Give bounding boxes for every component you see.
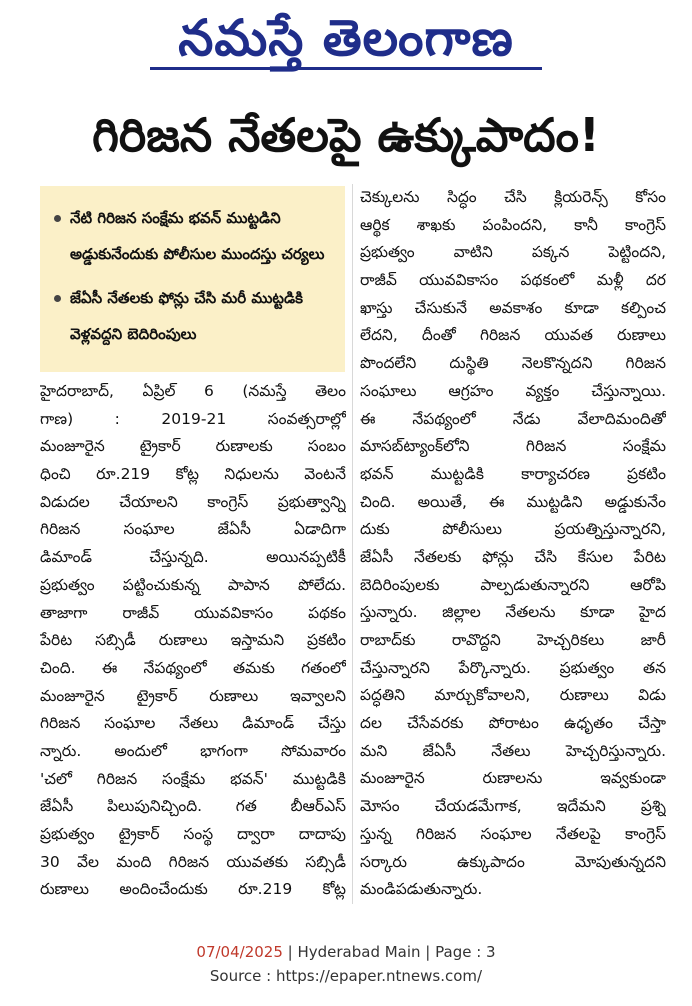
body-line: రుణాలు అందించేందుకు రూ.219 కోట్ల [40,880,346,899]
body-line: ప్రభుత్వం వాటిని పక్కన పెట్టిందని, [360,243,666,262]
highlight-item [54,200,335,272]
footer-source: Source : https://epaper.ntnews.com/ [209,967,483,985]
footer-date: 07/04/2025 [196,943,283,961]
body-line: లేదని, దీంతో గిరిజన యువత రుణాలు [360,326,666,345]
body-line: ఈ నేపథ్యంలో నేడు వేలాదిమందితో [360,409,666,428]
body-line: చింది. ఈ నేపథ్యంలో తమకు గతంలో [40,658,346,677]
body-line: విడుదల చేయాలని కాంగ్రెస్ ప్రభుత్వాన్ని [40,492,346,511]
body-line: బెదిరింపులకు పాల్పడుతున్నారని ఆరోపి [360,575,666,594]
body-line: రాబాద్‌కు రావొద్దని హెచ్చరికలు జారీ [360,631,666,649]
highlight-text: జేఏసీ నేతలకు ఫోన్లు చేసి మరీ ముట్టడికి వెళ్లవద్దని బెదిరింపులు [70,289,303,343]
article-headline: గిరిజన నేతలపై ఉక్కుపాదం! [92,108,600,162]
bullet-icon [54,295,61,302]
body-line: చింది. అయితే, ఈ ముట్టడిని అడ్డుకునేం [360,492,666,511]
body-line: గిరిజన సంఘాల జేఏసీ ఏడాదిగా [40,520,346,539]
body-line: 'చలో గిరిజన సంక్షేమ భవన్' ముట్టడికి [40,769,346,788]
body-line: ప్రభుత్వం ట్రైకార్ సంస్థ ద్వారా దాదాపు [40,825,346,843]
body-line: ప్రభుత్వం పట్టించుకున్న పాపాన పోలేదు. [40,575,346,594]
masthead-underline [150,67,542,70]
body-line: డిమాండ్ చేస్తున్నది. అయినప్పటికీ [40,548,346,567]
masthead-title: నమస్తే తెలంగాణ [178,8,514,67]
body-line: ధించి రూ.219 కోట్ల నిధులను వెంటనే [40,465,346,484]
body-line: హైదరాబాద్, ఏప్రిల్ 6 (నమస్తే తెలం [40,382,346,400]
body-line: మండిపడుతున్నారు. [360,880,483,899]
body-line: మోసం చేయడమేగాక, ఇదేమని ప్రశ్ని [360,797,666,816]
highlights-box [40,186,345,372]
body-line: దల చేసేవరకు పోరాటం ఉధృతం చేస్తా [360,714,666,733]
footer-edition-line [0,940,692,964]
body-line: మంజూరైన ట్రైకార్ రుణాలకు సంబం [40,437,346,456]
footer-edition: | Hyderabad Main | Page : 3 [282,943,496,961]
body-line: దుకు పోలీసులు ప్రయత్నిస్తున్నారని, [360,520,666,539]
body-line: జేఏసీ నేతలకు ఫోన్లు చేసి కేసుల పేరిట [360,547,666,566]
body-line: చేస్తున్నారని పేర్కొన్నారు. ప్రభుత్వం తన [360,658,666,677]
article-body-right-column [360,184,666,904]
body-line: సంఘాలు ఆగ్రహం వ్యక్తం చేస్తున్నాయి. [360,381,666,400]
body-line: భవన్ ముట్టడికి కార్యాచరణ ప్రకటిం [360,464,666,483]
body-line: మాసబ్‌ట్యాంక్‌లోని గిరిజన సంక్షేమ [360,437,666,456]
page-footer [0,940,692,988]
body-line: మంజూరైన ట్రైకార్ రుణాలు ఇవ్వాలని [40,686,346,705]
highlight-item [54,280,335,352]
article-body-left-column [40,378,346,904]
body-line: పేరిట సబ్సిడీ రుణాలు ఇస్తామని ప్రకటిం [40,631,346,650]
body-line: స్తున్న గిరిజన సంఘాల నేతలపై కాంగ్రెస్ [360,824,666,843]
body-line: న్నారు. అందులో భాగంగా సోమవారం [40,741,346,760]
body-line: మని జేఏసీ నేతలు హెచ్చరిస్తున్నారు. [360,741,666,760]
body-line: పొందలేని దుస్థితి నెలకొన్నదని గిరిజన [360,354,666,373]
bullet-icon [54,215,61,222]
body-line: ఆర్థిక శాఖకు పంపిందని, కానీ కాంగ్రెస్ [360,215,666,234]
body-line: స్తున్నారు. జిల్లాల నేతలను కూడా హైద [360,603,666,622]
body-line: సర్కారు ఉక్కుపాదం మోపుతున్నదని [360,852,666,871]
body-line: పద్ధతిని మార్చుకోవాలని, రుణాలు విడు [360,686,666,705]
body-line: రాజీవ్ యువవికాసం పథకంలో మళ్లీ దర [360,271,666,290]
body-line: గిరిజన సంఘాల నేతలు డిమాండ్ చేస్తు [40,714,346,733]
body-line: 30 వేల మంది గిరిజన యువతకు సబ్సిడీ [40,852,346,871]
column-divider [352,184,353,904]
body-line: ఖాస్తు చేసుకునే అవకాశం కూడా కల్పించ [360,298,666,317]
highlight-text: నేటి గిరిజన సంక్షేమ భవన్ ముట్టడిని అడ్డుకునేందుకు పోలీసుల ముందస్తు చర్యలు [70,209,325,263]
body-line: జేఏసీ పిలుపునిచ్చింది. గత బీఆర్ఎస్ [40,797,346,816]
body-line: మంజూరైన రుణాలను ఇవ్వకుండా [360,769,666,788]
body-line: చెక్కులను సిద్ధం చేసి క్లియరెన్స్ కోసం [360,188,666,206]
body-line: గాణ) : 2019-21 సంవత్సరాల్లో [40,409,346,428]
body-line: తాజాగా రాజీవ్ యువవికాసం పథకం [40,603,346,622]
